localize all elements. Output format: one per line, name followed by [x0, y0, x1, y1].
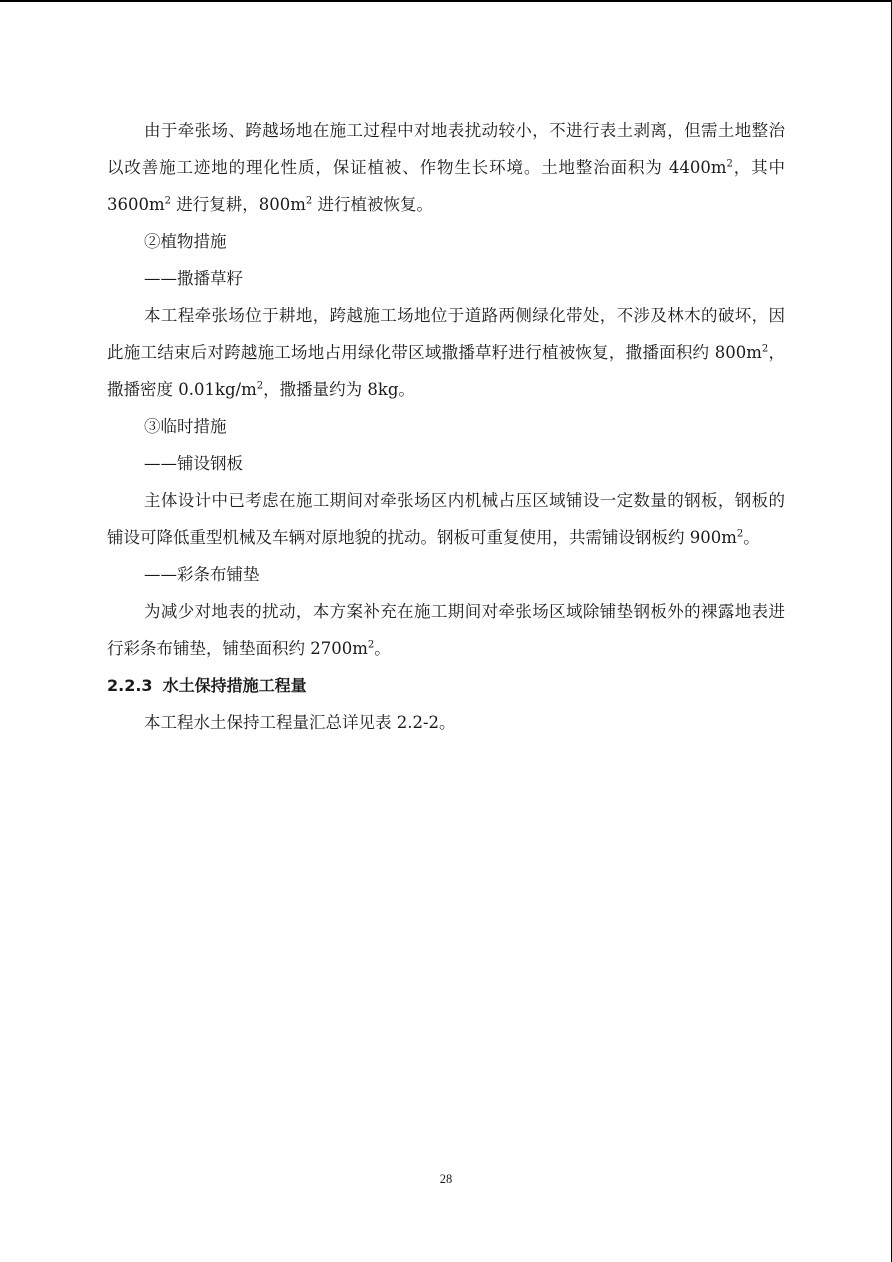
text-run: 。 [743, 528, 760, 547]
text-run: 进行复耕，800m [171, 195, 306, 214]
text-run: ，撒播量约为 8kg。 [263, 380, 415, 399]
closing-paragraph: 本工程水土保持工程量汇总详见表 2.2-2。 [144, 713, 456, 732]
document-body [107, 112, 785, 741]
text-run: ，其中 3600m [107, 158, 785, 214]
text-run: 主体设计中已考虑在施工期间对牵张场区内机械占压区域铺设一定数量的钢板，钢板的铺设可降低重型机械及车辆对原地貌的扰动。钢板可重复使用，共需铺设钢板约 900m [107, 491, 785, 547]
text-run: ②植物措施 [144, 232, 227, 251]
text-run: 由于牵张场、跨越场地在施工过程中对地表扰动较小，不进行表土剥离，但需土地整治以改善施工迹地的理化性质，保证植被、作物生长环境。土地整治面积为 4400m [107, 121, 785, 177]
text-run: 进行植被恢复。 [312, 195, 434, 214]
text-run: ——彩条布铺垫 [144, 565, 260, 584]
superscript: 2 [761, 343, 769, 355]
paragraph-p3 [107, 260, 785, 297]
paragraph-p9 [107, 593, 785, 667]
paragraph-list [107, 112, 785, 667]
page-number: 28 [439, 1172, 453, 1186]
text-run: 本工程牵张场位于耕地，跨越施工场地位于道路两侧绿化带处，不涉及林木的破坏，因此施工结束后对跨越施工场地占用绿化带区域撒播草籽进行植被恢复，撒播面积约 800m [107, 306, 785, 362]
paragraph-p8 [107, 556, 785, 593]
paragraph-p4 [107, 297, 785, 408]
superscript: 2 [726, 158, 733, 170]
paragraph-p7 [107, 482, 785, 556]
section-heading [107, 667, 785, 704]
text-run: ，撒播密度 0.01kg/m [107, 343, 785, 399]
paragraph-p1 [107, 112, 785, 223]
superscript: 2 [305, 195, 313, 207]
text-run: ——铺设钢板 [144, 454, 243, 473]
section-number: 2.2.3 [107, 676, 153, 695]
section-title: 水土保持措施工程量 [162, 676, 307, 695]
paragraph-p2 [107, 223, 785, 260]
text-run: 。 [374, 639, 391, 658]
paragraph-p5 [107, 408, 785, 445]
superscript: 2 [164, 195, 172, 207]
text-run: ——撒播草籽 [144, 269, 243, 288]
superscript: 2 [736, 528, 744, 540]
text-run: ③临时措施 [144, 417, 227, 436]
superscript: 2 [256, 380, 264, 392]
text-run: 为减少对地表的扰动，本方案补充在施工期间对牵张场区域除铺垫钢板外的裸露地表进行彩条布铺垫，铺垫面积约 2700m [107, 602, 785, 658]
paragraph-p6 [107, 445, 785, 482]
superscript: 2 [367, 639, 375, 651]
